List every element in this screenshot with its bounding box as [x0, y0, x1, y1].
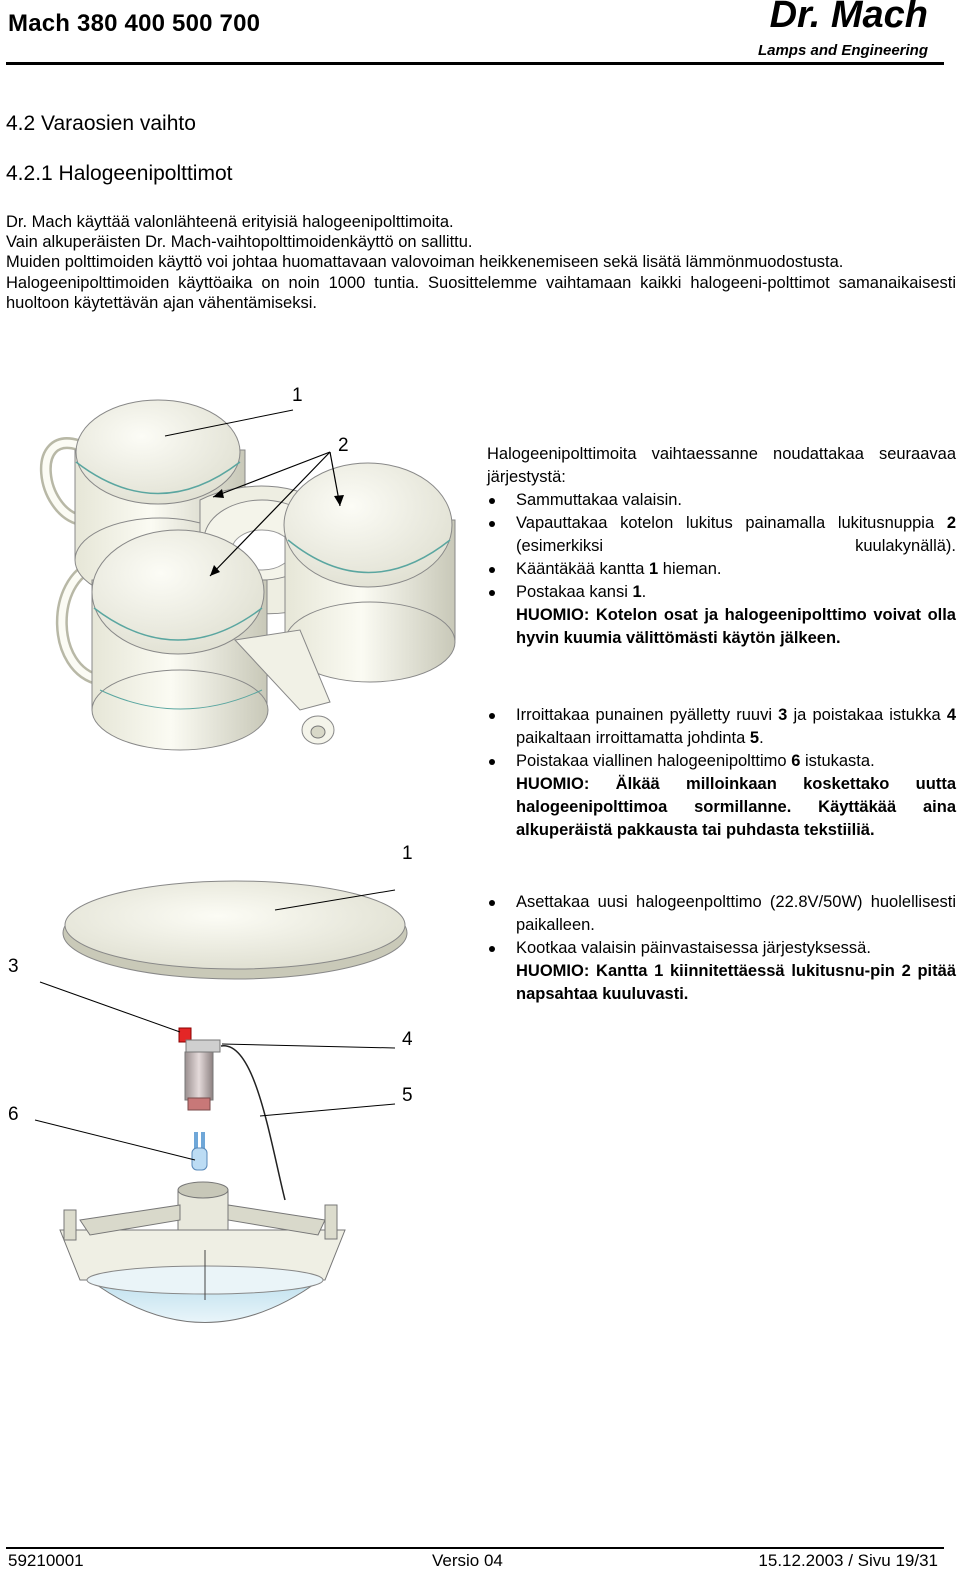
warning-hot-parts: HUOMIO: Kotelon osat ja halogeenipolttimo voivat olla hyvin kuumia välittömästi käytön jälkeen.	[516, 606, 956, 647]
lamp-housing-illustration	[0, 380, 460, 760]
footer-divider	[6, 1547, 944, 1549]
instructions-group-2	[487, 704, 956, 842]
callout-cover-1: 1	[292, 385, 303, 406]
instructions-group-1	[487, 443, 956, 650]
step-remove-screw: Irroittakaa punainen pyälletty ruuvi 3 ja poistakaa istukka 4 paikaltaan irroittamatta johdinta 5.	[487, 704, 956, 750]
footer-date-page: 15.12.2003 / Sivu 19/31	[758, 1551, 938, 1570]
header-model-numbers: Mach 380 400 500 700	[8, 10, 261, 37]
intro-line-4: Halogeenipolttimoiden käyttöaika on noin 1000 tuntia. Suosittelemme vaihtamaan kaikki halogeeni-polttimot samanaikaisesti huoltoon käytettävän ajan vähentämiseksi.	[6, 274, 956, 312]
step-release-lock: Vapauttakaa kotelon lukitus painamalla lukitusnuppia 2 (esimerkiksi kuulakynällä).	[487, 512, 956, 558]
footer-doc-number: 59210001	[8, 1551, 84, 1570]
step-insert-bulb: Asettakaa uusi halogeenpolttimo (22.8V/50W) huolellisesti paikalleen.	[487, 891, 956, 937]
step-turn-cover: Kääntäkää kantta 1 hieman.	[487, 558, 956, 581]
callout-lid-1: 1	[402, 843, 413, 864]
intro-line-1: Dr. Mach käyttää valonlähteenä erityisiä halogeenipolttimoita.	[6, 213, 454, 231]
step-switch-off: Sammuttakaa valaisin.	[487, 489, 956, 512]
callout-bulb-6: 6	[8, 1104, 19, 1125]
footer-version: Versio 04	[432, 1551, 503, 1570]
step-remove-bulb: Poistakaa viallinen halogeenipolttimo 6 istukasta.	[487, 750, 956, 773]
brand-logo-text: Dr. Mach	[769, 0, 928, 36]
intro-line-2: Vain alkuperäisten Dr. Mach-vaihtopolttimoidenkäyttö on sallittu.	[6, 233, 473, 251]
brand-tagline: Lamps and Engineering	[757, 42, 928, 59]
subsection-heading: 4.2.1 Halogeenipolttimot	[6, 162, 233, 185]
step-remove-cover: Postakaa kansi 1.	[487, 581, 956, 604]
section-heading: 4.2 Varaosien vaihto	[6, 112, 196, 135]
callout-wire-5: 5	[402, 1085, 413, 1106]
instructions-lead: Halogeenipolttimoita vaihtaessanne noudattakaa seuraavaa järjestystä:	[487, 445, 956, 486]
exploded-view-illustration	[0, 870, 460, 1350]
intro-line-3: Muiden polttimoiden käyttö voi johtaa huomattavaan valovoiman heikkenemiseen sekä lisätä lämmönmuodostusta.	[6, 253, 844, 271]
callout-socket-4: 4	[402, 1029, 413, 1050]
intro-text	[6, 212, 956, 313]
warning-do-not-touch: HUOMIO: Älkää milloinkaan koskettako uutta halogeenipolttimoa sormillanne. Käyttäkää aina alkuperäistä pakkausta tai puhdasta tekstiiliä.	[516, 775, 956, 839]
callout-lock-button-2: 2	[338, 435, 349, 456]
instructions-group-3	[487, 891, 956, 1006]
header-divider	[6, 62, 944, 65]
step-reassemble: Kootkaa valaisin päinvastaisessa järjestyksessä.	[487, 937, 956, 960]
warning-lock-click: HUOMIO: Kantta 1 kiinnitettäessä lukitusnu-pin 2 pitää napsahtaa kuuluvasti.	[516, 962, 956, 1003]
callout-screw-3: 3	[8, 956, 19, 977]
